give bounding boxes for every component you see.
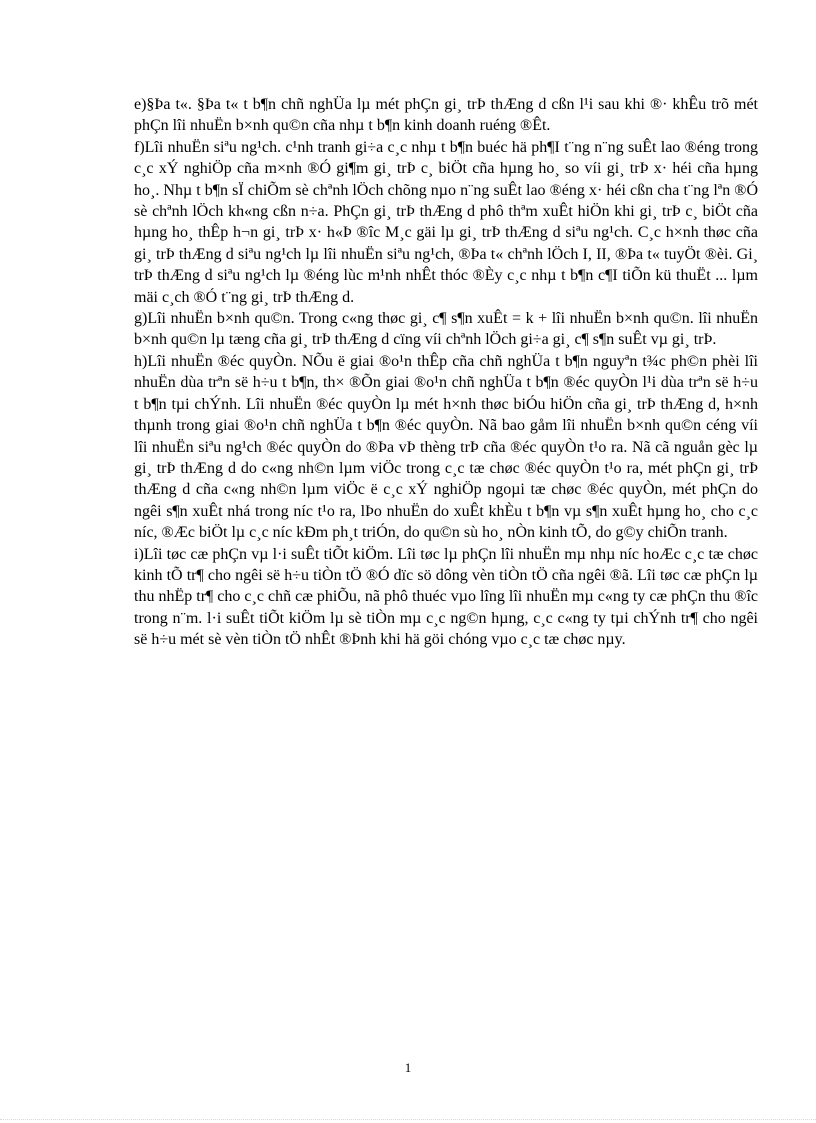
- paragraph-loi-nhuan-sieu-ngach: f)Lîi nhuËn siªu ng¹ch. c¹nh tranh gi÷a c¸c nhµ t b¶n buéc hä ph¶I t¨ng n¨ng suÊt lao ®éng trong c¸c xÝ nghiÖp cña m×nh ®Ó gi¶m gi¸ trÞ c¸ biÖt cña hµng ho¸ so víi gi¸ trÞ x· héi cña hµng ho¸. Nhµ t b¶n sÏ chiÕm sè chªnh lÖch chõng nµo n¨ng suÊt lao ®éng x· héi cßn cha t¨ng lªn ®Ó sè chªnh lÖch kh«ng cßn n÷a. PhÇn gi¸ trÞ thÆng d phô thªm xuÊt hiÖn khi gi¸ trÞ c¸ biÖt cña hµng ho¸ thÊp h¬n gi¸ trÞ x· h«Þ ®îc M¸c gäi lµ gi¸ trÞ thÆng d siªu ng¹ch. C¸c h×nh thøc cña gi¸ trÞ thÆng d siªu ng¹ch lµ lîi nhuËn siªu ng¹ch, ®Þa t« chªnh lÖch I, II, ®Þa t« tuyÖt ®èi. Gi¸ trÞ thÆng d siªu ng¹ch lµ ®éng lùc m¹nh nhÊt thóc ®Èy c¸c nhµ t b¶n c¶I tiÕn kü thuËt ... lµm mäi c¸ch ®Ó t¨ng gi¸ trÞ thÆng d.: [134, 138, 758, 306]
- page-number: 1: [404, 1060, 412, 1075]
- document-body: [134, 94, 758, 651]
- paragraph-loi-nhuan-doc-quyen: h)Lîi nhuËn ®éc quyÒn. NÕu ë giai ®o¹n thÊp cña chñ nghÜa t b¶n nguyªn t¾c ph©n phèi lîi nhuËn dùa trªn së h÷u t b¶n, th× ®Õn giai ®o¹n chñ nghÜa t b¶n ®éc quyÒn l¹i dùa trªn së h÷u t b¶n tµi chÝnh. Lîi nhuËn ®éc quyÒn lµ mét h×nh thøc biÓu hiÖn cña gi¸ trÞ thÆng d, h×nh thµnh trong giai ®o¹n chñ nghÜa t b¶n ®éc quyÒn. Nã bao gåm lîi nhuËn b×nh qu©n céng víi lîi nhuËn siªu ng¹ch ®éc quyÒn do ®Þa vÞ thèng trÞ cña ®éc quyÒn t¹o ra. Nã cã nguån gèc lµ gi¸ trÞ thÆng d do c«ng nh©n lµm viÖc trong c¸c tæ chøc ®éc quyÒn t¹o ra, mét phÇn gi¸ trÞ thÆng d cña c«ng nh©n lµm viÖc ë c¸c xÝ nghiÖp ngoµi tæ chøc ®éc quyÒn, mét phÇn do ngêi s¶n xuÊt nhá trong níc t¹o ra, lÞo nhuËn do xuÊt khÈu t b¶n vµ s¶n xuÊt hµng ho¸ cho c¸c níc, ®Æc biÖt lµ c¸c níc kÐm ph¸t triÓn, do qu©n sù ho¸ nÒn kinh tÕ, do g©y chiÕn tranh.: [134, 352, 758, 542]
- paragraph-dia-to: e)§Þa t«. §Þa t« t b¶n chñ nghÜa lµ mét phÇn gi¸ trÞ thÆng d cßn l¹i sau khi ®· khÊu trõ mét phÇn lîi nhuËn b×nh qu©n cña nhµ t b¶n kinh doanh ruéng ®Êt.: [134, 96, 758, 135]
- paragraph-loi-tuc-co-phan: i)Lîi tøc cæ phÇn vµ l·i suÊt tiÕt kiÖm. Lîi tøc lµ phÇn lîi nhuËn mµ nhµ níc hoÆc c¸c tæ chøc kinh tÕ tr¶ cho ngêi së h÷u tiÒn tÖ ®Ó dïc sö dông vèn tiÒn tÖ cña ngêi ®ã. Lîi tøc cæ phÇn lµ thu nhËp tr¶ cho c¸c chñ cæ phiÕu, nã phô thuéc vµo lîng lîi nhuËn mµ c«ng ty cæ phÇn thu ®îc trong n¨m. l·i suÊt tiÕt kiÖm lµ sè tiÒn mµ c¸c ng©n hµng, c¸c c«ng ty tµi chÝnh tr¶ cho ngêi së h÷u mét sè vèn tiÒn tÖ nhÊt ®Þnh khi hä göi chóng vµo c¸c tæ chøc nµy.: [134, 545, 758, 649]
- paragraph-loi-nhuan-binh-quan: g)Lîi nhuËn b×nh qu©n. Trong c«ng thøc gi¸ c¶ s¶n xuÊt = k + lîi nhuËn b×nh qu©n. lîi nhuËn b×nh qu©n lµ tæng cña gi¸ trÞ thÆng d cïng víi chªnh lÖch gi÷a gi¸ c¶ s¶n suÊt vµ gi¸ trÞ.: [134, 310, 758, 349]
- page-bottom-divider: [0, 1119, 816, 1120]
